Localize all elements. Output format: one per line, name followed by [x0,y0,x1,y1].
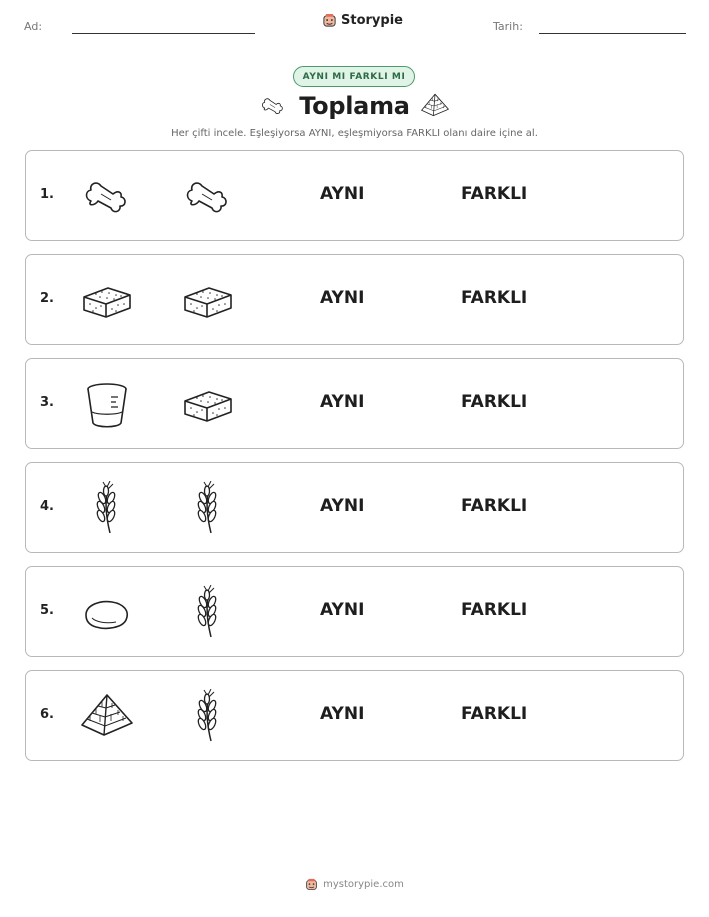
date-label: Tarih: [493,20,523,33]
pyramid-icon [419,91,451,121]
different-option[interactable]: FARKLI [461,496,528,516]
different-option[interactable]: FARKLI [461,392,528,412]
row-number: 5. [40,603,54,618]
stone-icon [78,585,136,641]
storypie-mascot-icon [322,13,337,28]
wheat-icon [179,585,237,641]
wheat-icon [78,481,136,537]
wheat-icon [179,689,237,745]
footer [0,878,709,891]
exercise-row [25,254,684,345]
row-number: 1. [40,187,54,202]
exercise-row [25,566,684,657]
wheat-icon [179,481,237,537]
different-option[interactable]: FARKLI [461,600,528,620]
different-option[interactable]: FARKLI [461,288,528,308]
worksheet-header [0,0,709,50]
sponge-icon [78,273,136,329]
same-option[interactable]: AYNI [320,496,365,516]
same-option[interactable]: AYNI [320,392,365,412]
row-number: 3. [40,395,54,410]
brand-name: Storypie [341,13,403,28]
row-number: 2. [40,291,54,306]
sponge-icon [179,377,237,433]
date-line [539,33,686,34]
sponge-icon [179,273,237,329]
different-option[interactable]: FARKLI [461,184,528,204]
exercise-row [25,670,684,761]
measuring-cup-icon [78,377,136,433]
row-number: 6. [40,707,54,722]
topic-badge: AYNI MI FARKLI MI [293,66,415,87]
page-title: Toplama [299,92,410,120]
same-option[interactable]: AYNI [320,600,365,620]
bone-icon [78,169,136,225]
same-option[interactable]: AYNI [320,288,365,308]
exercise-row [25,462,684,553]
exercise-row [25,150,684,241]
same-option[interactable]: AYNI [320,704,365,724]
brand-logo [322,13,403,28]
footer-url[interactable]: mystorypie.com [323,879,404,890]
same-option[interactable]: AYNI [320,184,365,204]
row-number: 4. [40,499,54,514]
storypie-mascot-icon [305,878,318,891]
name-line [72,33,255,34]
different-option[interactable]: FARKLI [461,704,528,724]
pyramid-icon [78,689,136,745]
name-label: Ad: [24,20,43,33]
instructions: Her çifti incele. Eşleşiyorsa AYNI, eşleşmiyorsa FARKLI olanı daire içine al. [171,128,538,139]
bone-icon [179,169,237,225]
exercise-row [25,358,684,449]
